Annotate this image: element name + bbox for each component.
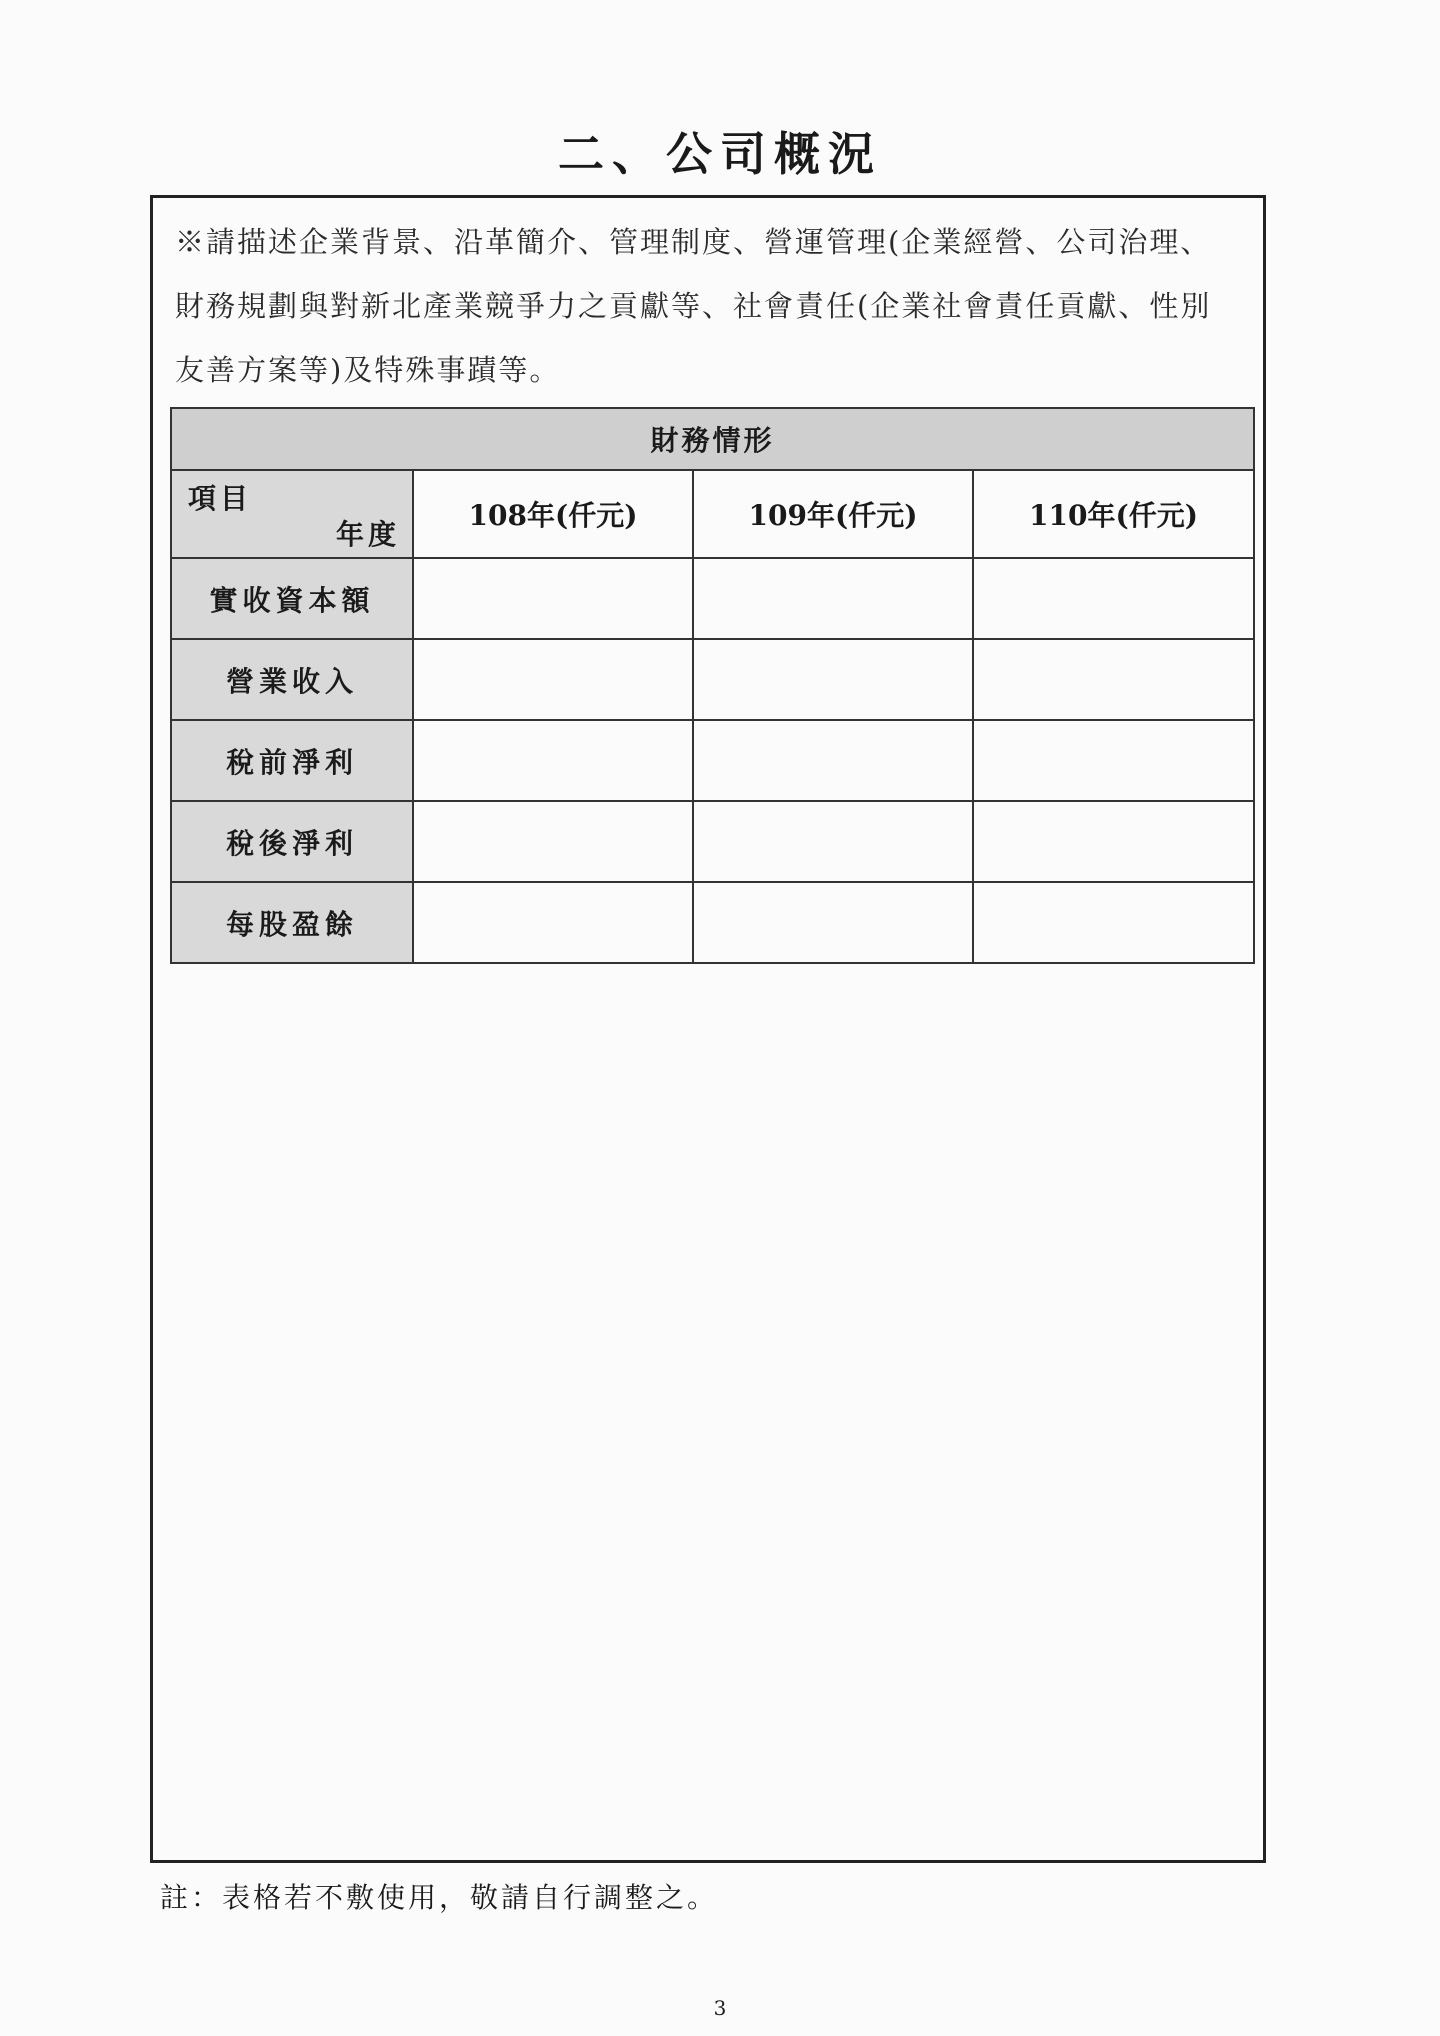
year-header-108: 108年(仟元) bbox=[413, 470, 693, 558]
table-row bbox=[171, 639, 1254, 720]
value-cell[interactable] bbox=[413, 882, 693, 963]
value-cell[interactable] bbox=[413, 558, 693, 639]
row-label: 實收資本額 bbox=[171, 558, 413, 639]
value-cell[interactable] bbox=[413, 801, 693, 882]
footnote: 註：表格若不敷使用，敬請自行調整之。 bbox=[160, 1881, 719, 1914]
table-row bbox=[171, 558, 1254, 639]
page-title: 二、公司概況 bbox=[558, 127, 882, 181]
corner-header-cell bbox=[171, 470, 413, 558]
value-cell[interactable] bbox=[973, 801, 1254, 882]
year-header-109: 109年(仟元) bbox=[693, 470, 973, 558]
value-cell[interactable] bbox=[693, 882, 973, 963]
year-header-110: 110年(仟元) bbox=[973, 470, 1254, 558]
value-cell[interactable] bbox=[693, 639, 973, 720]
value-cell[interactable] bbox=[693, 801, 973, 882]
value-cell[interactable] bbox=[413, 639, 693, 720]
table-row bbox=[171, 720, 1254, 801]
row-label: 營業收入 bbox=[171, 639, 413, 720]
value-cell[interactable] bbox=[973, 558, 1254, 639]
value-cell[interactable] bbox=[693, 720, 973, 801]
row-label: 每股盈餘 bbox=[171, 882, 413, 963]
table-caption-row bbox=[171, 408, 1254, 470]
corner-year-label: 年度 bbox=[335, 518, 400, 551]
row-label: 稅後淨利 bbox=[171, 801, 413, 882]
page-number: 3 bbox=[713, 1996, 727, 2020]
table-row bbox=[171, 801, 1254, 882]
value-cell[interactable] bbox=[693, 558, 973, 639]
table-row bbox=[171, 882, 1254, 963]
financial-table bbox=[170, 407, 1255, 964]
table-header-row bbox=[171, 470, 1254, 558]
table-caption: 財務情形 bbox=[171, 408, 1254, 470]
value-cell[interactable] bbox=[973, 882, 1254, 963]
row-label: 稅前淨利 bbox=[171, 720, 413, 801]
value-cell[interactable] bbox=[973, 720, 1254, 801]
corner-item-label: 項目 bbox=[188, 482, 253, 515]
instruction-text: ※請描述企業背景、沿革簡介、管理制度、營運管理(企業經營、公司治理、財務規劃與對新北產業競爭力之貢獻等、社會責任(企業社會責任貢獻、性別友善方案等)及特殊事蹟等。 bbox=[175, 225, 1212, 387]
value-cell[interactable] bbox=[973, 639, 1254, 720]
value-cell[interactable] bbox=[413, 720, 693, 801]
